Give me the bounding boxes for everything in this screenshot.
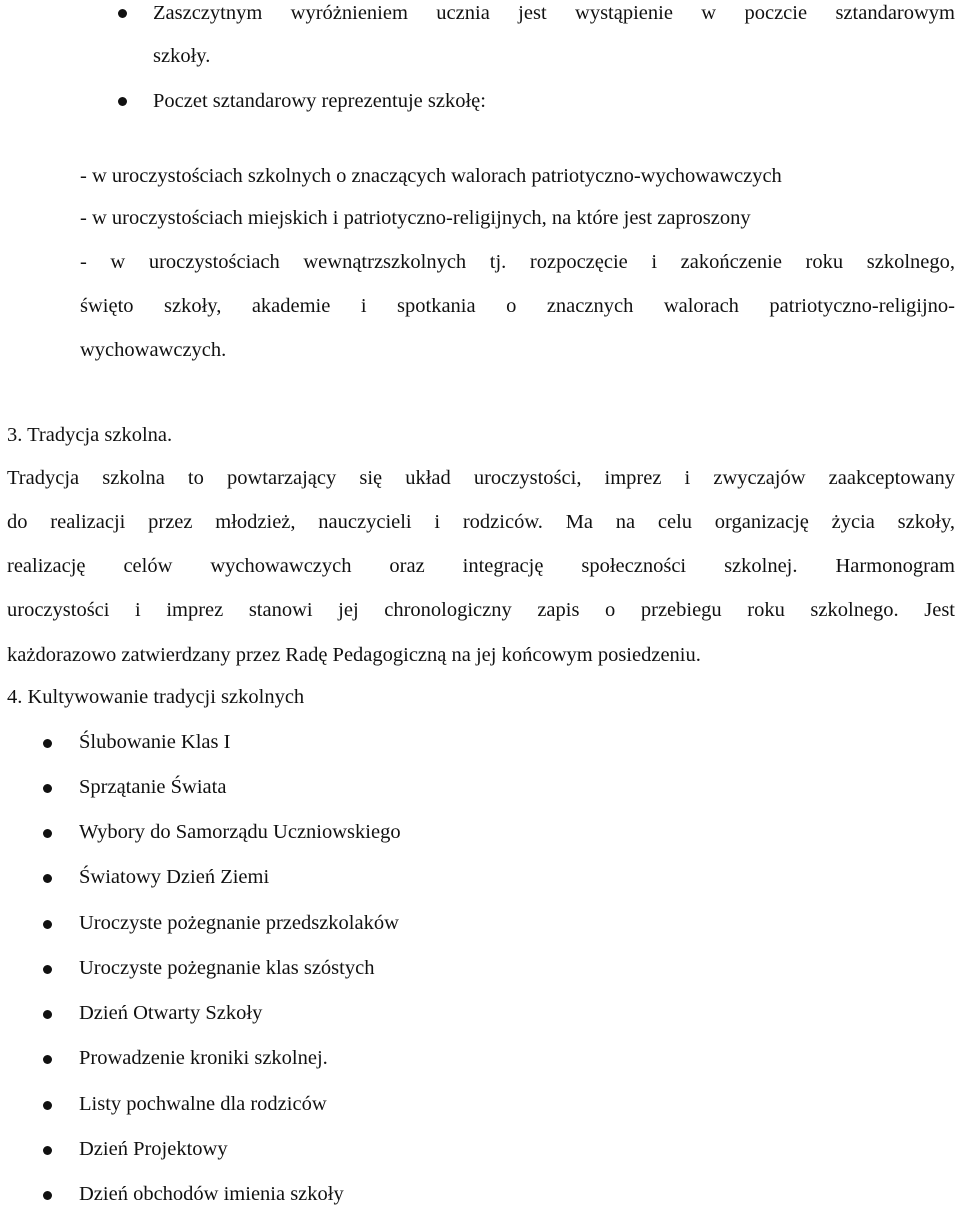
bullet-dot <box>43 1055 52 1064</box>
list-item: Uroczyste pożegnanie klas szóstych <box>79 957 375 979</box>
bullet-dot <box>43 1101 52 1110</box>
list-item: Uroczyste pożegnanie przedszkolaków <box>79 912 399 934</box>
dash-item: - w uroczystościach szkolnych o znaczących walorach patriotyczno-wychowawczych <box>80 165 782 187</box>
paragraph-line: uroczystości i imprez stanowi jej chronologiczny zapis o przebiegu roku szkolnego. Jest <box>7 599 955 621</box>
list-item: Światowy Dzień Ziemi <box>79 866 270 888</box>
list-item: Dzień Projektowy <box>79 1138 228 1160</box>
bullet-dot <box>43 739 52 748</box>
bullet-dot <box>43 829 52 838</box>
list-item: Dzień Otwarty Szkoły <box>79 1002 263 1024</box>
list-item: Listy pochwalne dla rodziców <box>79 1093 327 1115</box>
bullet-text-line: Zaszczytnym wyróżnieniem ucznia jest wystąpienie w poczcie sztandarowym <box>153 2 955 24</box>
list-item: Ślubowanie Klas I <box>79 731 231 753</box>
paragraph-line: Tradycja szkolna to powtarzający się układ uroczystości, imprez i zwyczajów zaakceptowany <box>7 467 955 489</box>
dash-item: święto szkoły, akademie i spotkania o znacznych walorach patriotyczno-religijno- <box>80 295 955 317</box>
paragraph-line: do realizacji przez młodzież, nauczycieli i rodziców. Ma na celu organizację życia szkoły, <box>7 511 955 533</box>
dash-item: - w uroczystościach wewnątrzszkolnych tj. rozpoczęcie i zakończenie roku szkolnego, <box>80 251 955 273</box>
list-item: Wybory do Samorządu Uczniowskiego <box>79 821 401 843</box>
bullet-dot <box>43 874 52 883</box>
bullet-dot <box>43 1010 52 1019</box>
section-heading: 4. Kultywowanie tradycji szkolnych <box>7 686 305 708</box>
paragraph-line: każdorazowo zatwierdzany przez Radę Pedagogiczną na jej końcowym posiedzeniu. <box>7 644 701 666</box>
paragraph-line: realizację celów wychowawczych oraz integrację społeczności szkolnej. Harmonogram <box>7 555 955 577</box>
bullet-dot <box>43 784 52 793</box>
bullet-dot <box>118 9 127 18</box>
section-heading: 3. Tradycja szkolna. <box>7 424 173 446</box>
list-item: Prowadzenie kroniki szkolnej. <box>79 1047 328 1069</box>
list-item: Sprzątanie Świata <box>79 776 227 798</box>
list-item: Dzień obchodów imienia szkoły <box>79 1183 344 1205</box>
dash-item: - w uroczystościach miejskich i patriotyczno-religijnych, na które jest zaproszony <box>80 207 751 229</box>
bullet-dot <box>43 1191 52 1200</box>
bullet-dot <box>43 1146 52 1155</box>
bullet-text-line: szkoły. <box>153 45 211 67</box>
dash-item: wychowawczych. <box>80 339 227 361</box>
bullet-text-line: Poczet sztandarowy reprezentuje szkołę: <box>153 90 486 112</box>
bullet-dot <box>118 97 127 106</box>
bullet-dot <box>43 965 52 974</box>
bullet-dot <box>43 920 52 929</box>
